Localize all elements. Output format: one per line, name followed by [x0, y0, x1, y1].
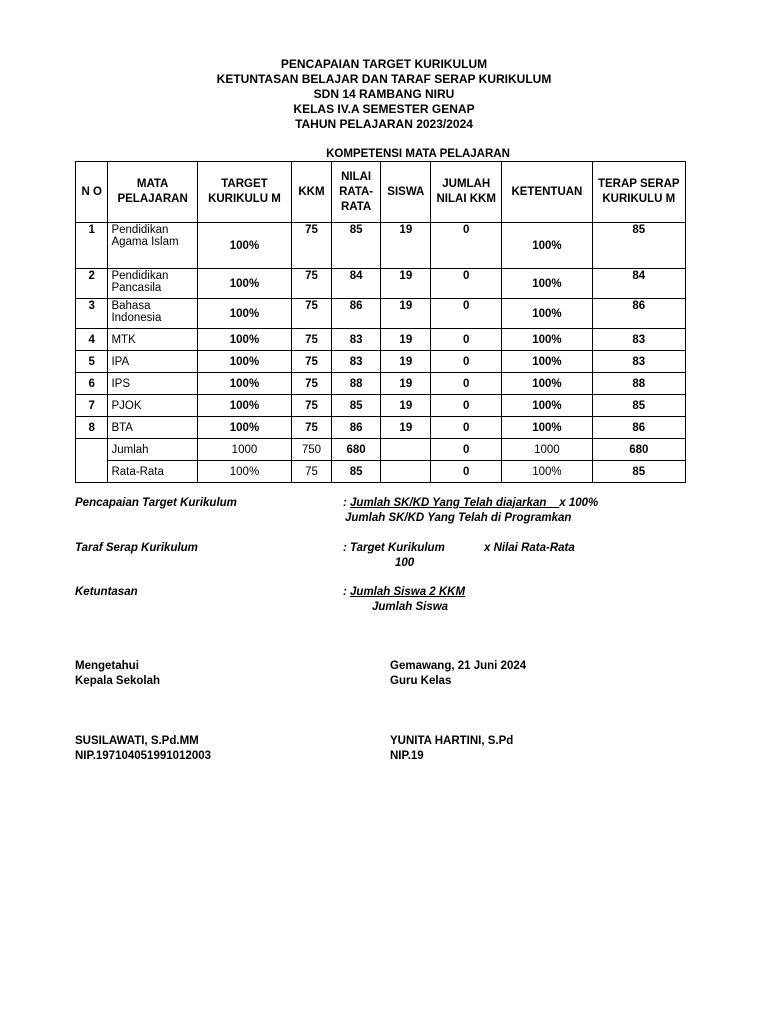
header-year: TAHUN PELAJARAN 2023/2024: [295, 117, 473, 131]
table-row: [76, 373, 686, 395]
cell-siswa: [381, 439, 431, 461]
header-class: KELAS IV.A SEMESTER GENAP: [293, 102, 475, 116]
cell-nilai: 680: [331, 439, 381, 461]
table-row: [76, 223, 686, 269]
formula-taraf-denominator: 100: [395, 557, 415, 569]
formula-numerator-text: Jumlah SK/KD Yang Telah diajarkan: [350, 497, 547, 509]
cell-siswa: 19: [381, 373, 431, 395]
signature-right-name-block: [390, 734, 513, 764]
cell-nilai: 83: [331, 329, 381, 351]
cell-jumlah-nilai: 0: [431, 461, 502, 483]
cell-jumlah-nilai: 0: [431, 417, 502, 439]
signature-right-nip: NIP.19: [390, 750, 424, 762]
cell-target: 100%: [197, 373, 291, 395]
cell-mapel: MTK: [108, 329, 197, 351]
cell-nilai: 85: [331, 461, 381, 483]
cell-jumlah-nilai: 0: [431, 299, 502, 329]
cell-mapel: BTA: [108, 417, 197, 439]
formula-ketuntasan-denominator: Jumlah Siswa: [372, 601, 449, 613]
curriculum-table: [75, 161, 686, 483]
signature-left-name-block: [75, 734, 211, 764]
cell-no: 3: [76, 299, 108, 329]
cell-terap: 83: [592, 351, 685, 373]
cell-ketentuan: 100%: [502, 223, 592, 269]
cell-jumlah-nilai: 0: [431, 373, 502, 395]
cell-ketentuan: 100%: [502, 373, 592, 395]
cell-no: 8: [76, 417, 108, 439]
signature-right-date: Gemawang, 21 Juni 2024: [390, 660, 527, 672]
formula-ketuntasan-numerator: [343, 585, 465, 600]
cell-ketentuan: 100%: [502, 351, 592, 373]
col-header-terap: TERAP SERAP KURIKULU M: [592, 162, 685, 223]
cell-target: 100%: [197, 395, 291, 417]
signature-right: [390, 659, 526, 689]
cell-ketentuan: 100%: [502, 299, 592, 329]
signature-left-nip: NIP.197104051991012003: [75, 750, 212, 762]
formula-ketuntasan-label: Ketuntasan: [75, 586, 138, 598]
cell-mapel: IPA: [108, 351, 197, 373]
formula-pencapaian-denominator: Jumlah SK/KD Yang Telah di Programkan: [345, 512, 572, 524]
cell-no: 5: [76, 351, 108, 373]
cell-target: 100%: [197, 269, 291, 299]
document-header: [0, 57, 768, 132]
formula-numerator-text: Jumlah Siswa 2 KKM: [350, 586, 466, 598]
cell-no: 2: [76, 269, 108, 299]
cell-nilai: 88: [331, 373, 381, 395]
formula-taraf-label: Taraf Serap Kurikulum: [75, 542, 198, 554]
signature-left-line1: Mengetahui: [75, 660, 139, 672]
cell-siswa: 19: [381, 395, 431, 417]
formula-taraf-numerator: : Target Kurikulum: [343, 542, 445, 554]
cell-jumlah-nilai: 0: [431, 223, 502, 269]
cell-mapel: PJOK: [108, 395, 197, 417]
cell-kkm: 75: [292, 351, 332, 373]
cell-kkm: 75: [292, 395, 332, 417]
table-body: [76, 223, 686, 483]
table-title: KOMPETENSI MATA PELAJARAN: [326, 148, 510, 160]
cell-ketentuan: 100%: [502, 461, 592, 483]
cell-jumlah-nilai: 0: [431, 269, 502, 299]
formula-colon: :: [343, 586, 351, 598]
signature-right-role: Guru Kelas: [390, 675, 452, 687]
cell-siswa: 19: [381, 299, 431, 329]
table-row: [76, 269, 686, 299]
col-header-siswa: SISWA: [381, 162, 431, 223]
col-header-nilai: NILAI RATA-RATA: [331, 162, 381, 223]
cell-target: 100%: [197, 329, 291, 351]
cell-terap: 88: [592, 373, 685, 395]
cell-siswa: 19: [381, 417, 431, 439]
col-header-no: N O: [76, 162, 108, 223]
cell-no-empty: [76, 439, 108, 483]
header-subtitle: KETUNTASAN BELAJAR DAN TARAF SERAP KURIKULUM: [216, 72, 552, 86]
cell-kkm: 75: [292, 329, 332, 351]
cell-jumlah-nilai: 0: [431, 329, 502, 351]
col-header-mapel: MATA PELAJARAN: [108, 162, 197, 223]
col-header-kkm: KKM: [292, 162, 332, 223]
cell-no: 4: [76, 329, 108, 351]
cell-ketentuan: 100%: [502, 269, 592, 299]
table-row: [76, 299, 686, 329]
cell-kkm: 75: [292, 373, 332, 395]
cell-mapel: Bahasa Indonesia: [108, 299, 197, 329]
cell-nilai: 84: [331, 269, 381, 299]
cell-siswa: [381, 461, 431, 483]
table-header-row: [76, 162, 686, 223]
header-school: SDN 14 RAMBANG NIRU: [313, 87, 455, 101]
cell-jumlah-nilai: 0: [431, 439, 502, 461]
cell-siswa: 19: [381, 351, 431, 373]
cell-terap: 85: [592, 461, 685, 483]
formula-pencapaian-label: Pencapaian Target Kurikulum: [75, 497, 237, 509]
cell-nilai: 83: [331, 351, 381, 373]
col-header-ketentuan: KETENTUAN: [502, 162, 592, 223]
signature-right-name: YUNITA HARTINI, S.Pd: [390, 735, 514, 747]
cell-summary-label: Jumlah: [108, 439, 197, 461]
signature-left-name: SUSILAWATI, S.Pd.MM: [75, 735, 199, 747]
cell-ketentuan: 100%: [502, 417, 592, 439]
cell-ketentuan: 1000: [502, 439, 592, 461]
signature-left-line2: Kepala Sekolah: [75, 675, 161, 687]
cell-siswa: 19: [381, 329, 431, 351]
cell-no: 7: [76, 395, 108, 417]
cell-no: 1: [76, 223, 108, 269]
header-title: PENCAPAIAN TARGET KURIKULUM: [280, 57, 488, 71]
formula-pencapaian-numerator: [343, 496, 598, 511]
table-row: [76, 395, 686, 417]
cell-kkm: 75: [292, 269, 332, 299]
cell-siswa: 19: [381, 223, 431, 269]
formula-times: x 100%: [559, 497, 599, 509]
cell-nilai: 85: [331, 395, 381, 417]
cell-target: 100%: [197, 351, 291, 373]
cell-terap: 83: [592, 329, 685, 351]
formula-taraf-times: x Nilai Rata-Rata: [484, 542, 575, 554]
cell-target: 100%: [197, 417, 291, 439]
signature-left: [75, 659, 160, 689]
cell-kkm: 75: [292, 299, 332, 329]
cell-terap: 680: [592, 439, 685, 461]
cell-mapel: Pendidikan Agama Islam: [108, 223, 197, 269]
cell-kkm: 750: [292, 439, 332, 461]
cell-terap: 86: [592, 299, 685, 329]
cell-kkm: 75: [292, 461, 332, 483]
cell-mapel: IPS: [108, 373, 197, 395]
cell-ketentuan: 100%: [502, 329, 592, 351]
cell-terap: 84: [592, 269, 685, 299]
cell-jumlah-nilai: 0: [431, 351, 502, 373]
cell-kkm: 75: [292, 417, 332, 439]
table-row: [76, 351, 686, 373]
cell-nilai: 85: [331, 223, 381, 269]
table-summary-row-jumlah: [76, 439, 686, 461]
cell-nilai: 86: [331, 299, 381, 329]
cell-jumlah-nilai: 0: [431, 395, 502, 417]
formula-underline-gap: [546, 497, 559, 509]
table-row: [76, 329, 686, 351]
cell-no: 6: [76, 373, 108, 395]
cell-terap: 85: [592, 395, 685, 417]
formula-colon: :: [343, 497, 351, 509]
cell-target: 100%: [197, 461, 291, 483]
cell-terap: 86: [592, 417, 685, 439]
col-header-jumlah-nilai: JUMLAH NILAI KKM: [431, 162, 502, 223]
cell-summary-label: Rata-Rata: [108, 461, 197, 483]
table-summary-row-rata: [76, 461, 686, 483]
cell-ketentuan: 100%: [502, 395, 592, 417]
cell-terap: 85: [592, 223, 685, 269]
cell-target: 1000: [197, 439, 291, 461]
cell-kkm: 75: [292, 223, 332, 269]
cell-nilai: 86: [331, 417, 381, 439]
table-row: [76, 417, 686, 439]
cell-mapel: Pendidikan Pancasila: [108, 269, 197, 299]
cell-target: 100%: [197, 299, 291, 329]
cell-target: 100%: [197, 223, 291, 269]
col-header-target: TARGET KURIKULU M: [197, 162, 291, 223]
cell-siswa: 19: [381, 269, 431, 299]
